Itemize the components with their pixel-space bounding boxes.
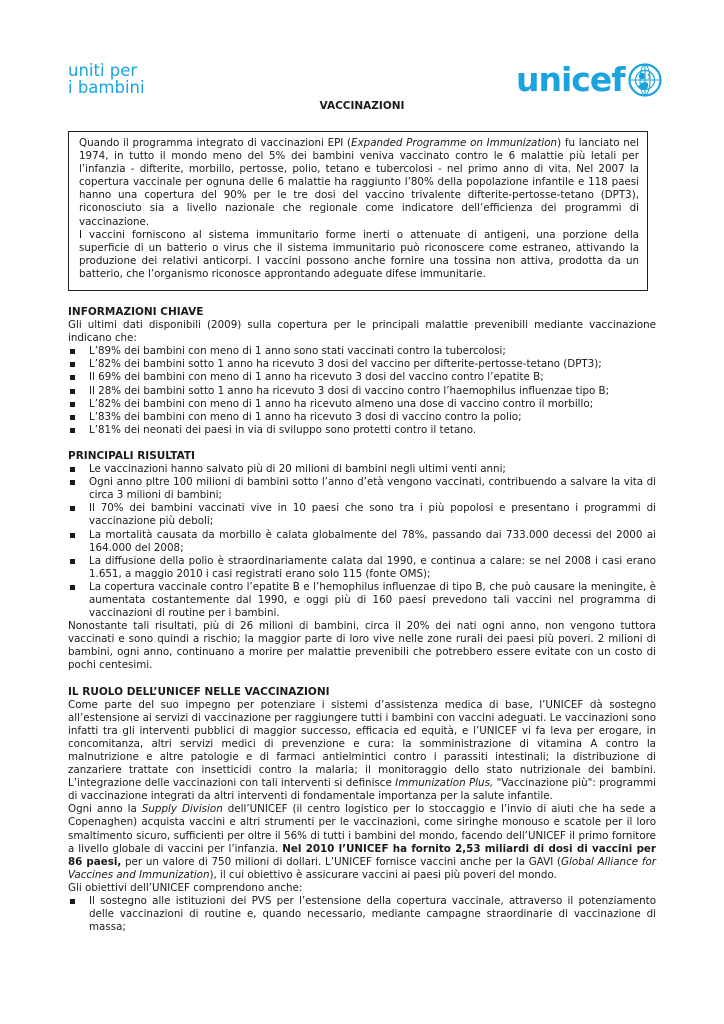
unicef-globe-icon [627,62,663,98]
unicef-logo [516,62,663,98]
role-paragraph-3: Gli obiettivi dell’UNICEF comprendono anche: [68,881,303,894]
key-info-list [68,345,656,437]
section-key-info [68,306,656,437]
list-item: La diffusione della polio è straordinariamente calata dal 1990, e continua a calare: se nel 2008 i casi erano 1.651, a maggio 2010 i casi registrati erano solo 115 (fonte OMS); [68,555,656,581]
list-item: L’82% dei bambini con meno di 1 anno ha ricevuto almeno una dose di vaccino contro il morbillo; [68,398,656,411]
section-heading: INFORMAZIONI CHIAVE [68,306,204,318]
list-item: La mortalità causata da morbillo è calata globalmente del 78%, passando dai 733.000 decessi del 2000 ai 164.000 del 2008; [68,529,656,555]
intro-box [68,131,648,291]
tagline-line2: i bambini [68,78,145,97]
results-list [68,463,656,620]
list-item: Il 69% dei bambini con meno di 1 anno ha ricevuto 3 dosi del vaccino contro l’epatite B; [68,371,656,384]
document-title: VACCINAZIONI [319,100,405,112]
list-item: La copertura vaccinale contro l’epatite B e l’hemophilus influenzae di tipo B, che può causare la meningite, è aumentata costantemente dal 1990, e oggi più di 160 paesi prevedono tali vaccini nel programma di vaccinazioni di routine per i bambini. [68,581,656,620]
list-item: L’82% dei bambini sotto 1 anno ha ricevuto 3 dosi del vaccino per difterite-pertosse-tetano (DPT3); [68,358,656,371]
section-lead: Gli ultimi dati disponibili (2009) sulla copertura per le principali malattie prevenibili mediante vaccinazione indicano che: [68,319,656,345]
list-item: Il 28% dei bambini sotto 1 anno ha ricevuto 3 dosi di vaccino contro l’haemophilus influenzae tipo B; [68,385,656,398]
objectives-list [68,895,656,934]
list-item: L’81% dei neonati dei paesi in via di sviluppo sono protetti contro il tetano. [68,424,656,437]
section-unicef-role [68,686,656,935]
role-paragraph-1: Come parte del suo impegno per potenziare i sistemi d’assistenza medica di base, l’UNICEF dà sostegno all’estensione ai servizi di vaccinazione per raggiungere tutti i bambini con vaccini adeguati. Le vaccinazioni sono infatti tra gli interventi pubblici di maggior successo, efficacia ed equità, e l’UNICEF vi fa leva per erogare, in concomitanza, altri servizi medici di prevenzione e cura: la somministrazione di vitamina A contro la malnutrizione e altre patologie e di farmaci antielmintici contro i parassiti intestinali; la distribuzione di zanzariere trattate con insetticidi contro la malaria; il monitoraggio dello stato nutrizionale dei bambini. L’integrazione delle vaccinazioni con tali interventi si definisce Immunization Plus, "Vaccinazione più": programmi di vaccinazione integrati da altri interventi di fondamentale importanza per la salute infantile. [68,698,656,803]
document-header [0,0,724,110]
section-results [68,450,656,673]
role-paragraph-2: Ogni anno la Supply Division dell’UNICEF (il centro logistico per lo stoccaggio e l’invio di aiuti che ha sede a Copenaghen) acquista vaccini e altri strumenti per le vaccinazioni, come siringhe monouso e scatole per il loro smaltimento sicuro, sufficienti per oltre il 56% di tutti i bambini del mondo, facendo dell’UNICEF il primo fornitore a livello globale di vaccini per l’infanzia. Nel 2010 l’UNICEF ha fornito 2,53 miliardi di dosi di vaccini per 86 paesi, per un valore di 750 milioni di dollari. L’UNICEF fornisce vaccini anche per la GAVI (Global Alliance for Vaccines and Immunization), il cui obiettivo è assicurare vaccini ai paesi più poveri del mondo. [68,803,656,881]
list-item: L’89% dei bambini con meno di 1 anno sono stati vaccinati contro la tubercolosi; [68,345,656,358]
unicef-wordmark: unicef [516,60,625,99]
list-item: Ogni anno pltre 100 milioni di bambini sotto l’anno d’età vengono vaccinati, contribuendo a salvare la vita di circa 3 milioni di bambini; [68,476,656,502]
list-item: Le vaccinazioni hanno salvato più di 20 milioni di bambini negli ultimi venti anni; [68,463,656,476]
list-item: Il sostegno alle istituzioni dei PVS per l’estensione della copertura vaccinale, attraverso il potenziamento delle vaccinazioni di routine e, quando necessario, mediante campagne straordinarie di vaccinazione di massa; [68,895,656,934]
list-item: Il 70% dei bambini vaccinati vive in 10 paesi che sono tra i più popolosi e presentano i programmi di vaccinazione più deboli; [68,502,656,528]
uniti-per-i-bambini-logo [68,62,145,96]
intro-paragraph-1: Quando il programma integrato di vaccinazioni EPI (Expanded Programme on Immunization) fu lanciato nel 1974, in tutto il mondo meno del 5% dei bambini veniva vaccinato contro le 6 malattie più letali per l’infanzia - difterite, morbillo, pertosse, polio, tetano e tubercolosi - nel primo anno di vita. Nel 2007 la copertura vaccinale per ognuna delle 6 malattie ha raggiunto l’80% della popolazione infantile e 118 paesi hanno una copertura del 90% per le tre dosi del vaccino trivalente difterite-pertosse-tetano (DPT3), riconosciuto sia a livello nazionale che regionale come indicatore dell’efficienza dei programmi di vaccinazione. [79,137,639,228]
section-heading: PRINCIPALI RISULTATI [68,449,195,462]
section-heading: IL RUOLO DELL’UNICEF NELLE VACCINAZIONI [68,685,330,698]
document-body [68,306,656,934]
results-closing: Nonostante tali risultati, più di 26 milioni di bambini, circa il 20% dei nati ogni anno, non vengono tuttora vaccinati e sono quindi a rischio; la maggior parte di loro vive nelle zone rurali dei paesi più poveri. 2 milioni di bambini, ogni anno, continuano a morire per malattie prevenibili che potrebbero essere evitate con un costo di pochi centesimi. [68,620,656,672]
tagline-line1: uniti per [68,61,138,80]
list-item: L’83% dei bambini con meno di 1 anno ha ricevuto 3 dosi di vaccino contro la polio; [68,411,656,424]
intro-paragraph-2: I vaccini forniscono al sistema immunitario forme inerti o attenuate di antigeni, una porzione della superficie di un batterio o virus che il sistema immunitario può riconoscere come estraneo, attivando la produzione dei relativi anticorpi. I vaccini possono anche fornire una tossina non attiva, prodotta da un batterio, che l’organismo riconosce approntando adeguate difese immunitarie. [79,228,639,280]
